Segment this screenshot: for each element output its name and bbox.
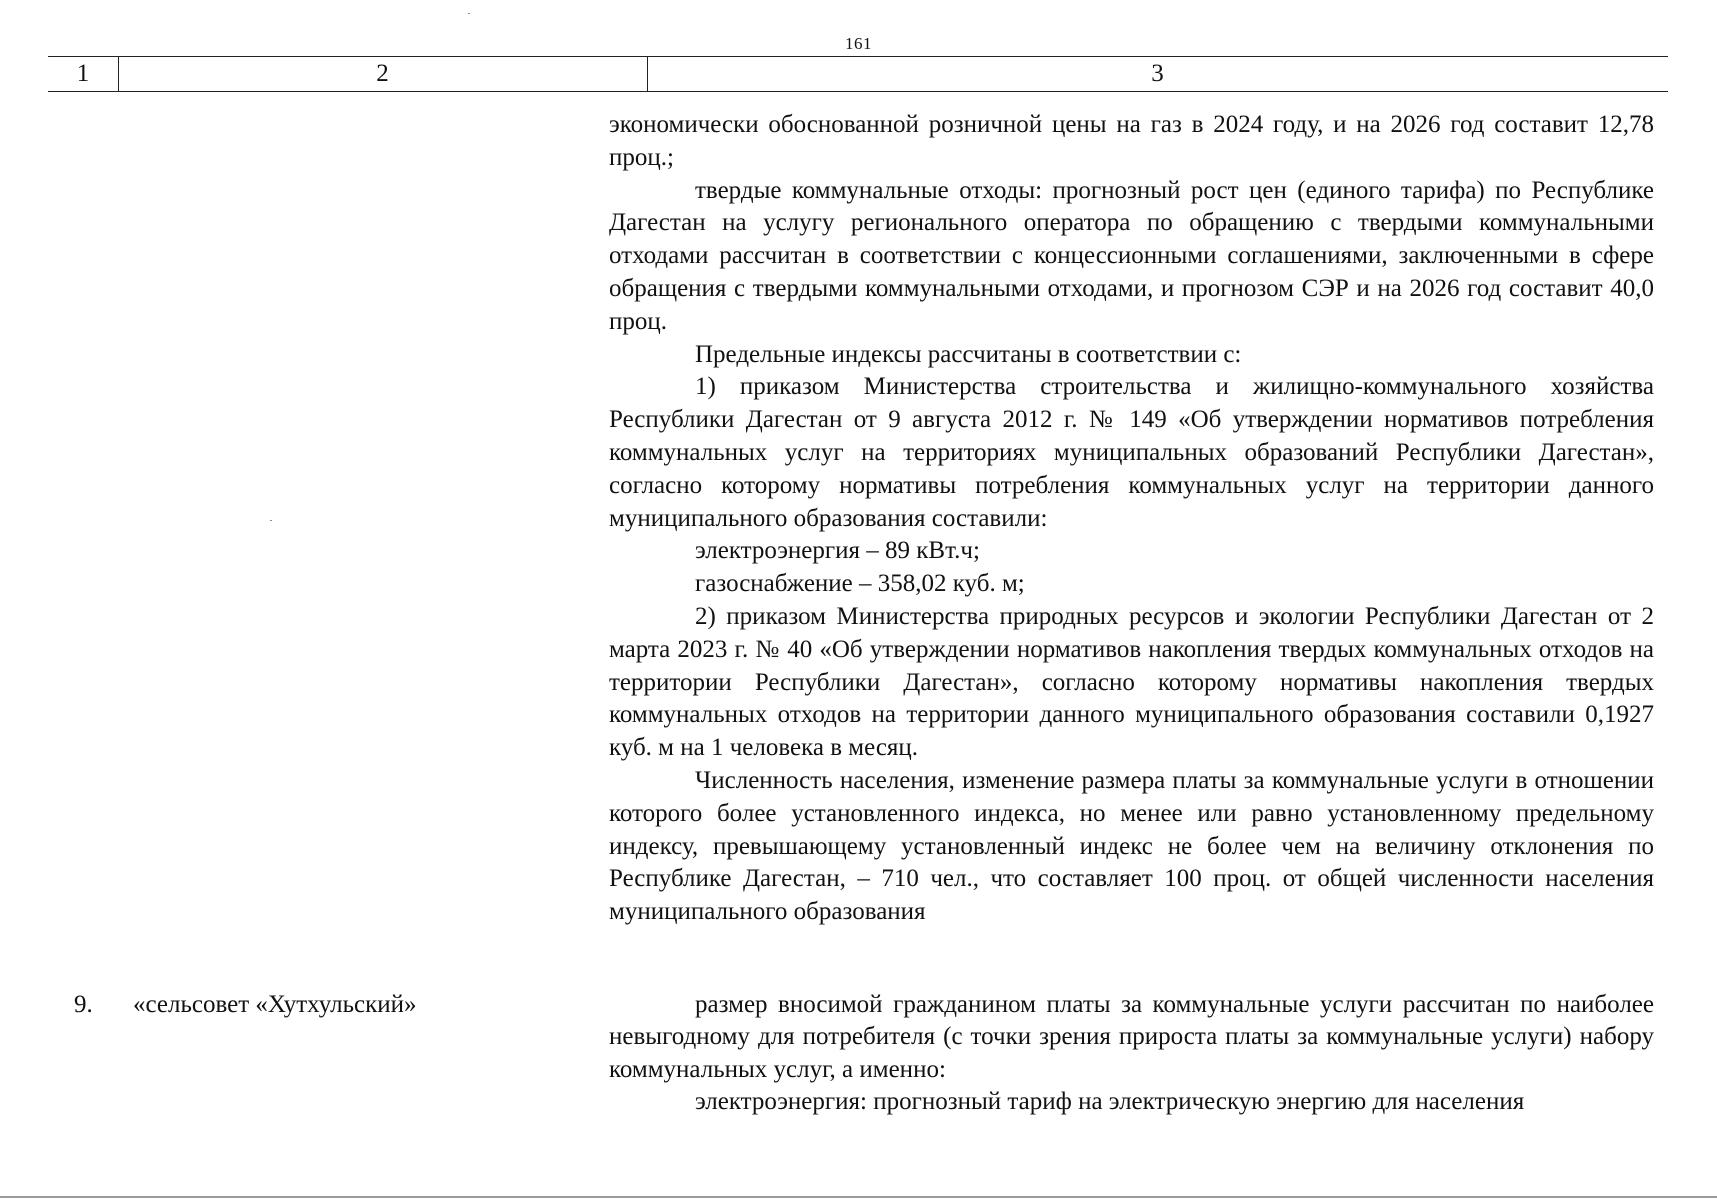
paragraph: твердые коммунальные отходы: прогнозный рост цен (единого тарифа) по Республике Дагестан на услугу регионального оператора по обращению с твердыми коммунальными отходами рассчитан в соответствии с концессионными соглашениями, заключенными в сфере обращения с твердыми коммунальными отходами, и прогнозом СЭР и на 2026 год составит 40,0 проц. <box>609 176 1654 335</box>
column-header-3: 3 <box>1151 60 1164 87</box>
page-number: 161 <box>845 34 872 53</box>
paragraph: Численность населения, изменение размера платы за коммунальные услуги в отношении которого более установленного индекса, но менее или равно установленному предельному индексу, превышающему установленный индекс не более чем на величину отклонения по Республике Дагестан, – 710 чел., что составляет 100 проц. от общей численности населения муниципального образования <box>609 766 1654 926</box>
paragraph: газоснабжение – 358,02 куб. м; <box>695 570 1025 598</box>
scan-speck <box>270 520 272 521</box>
row-9-text <box>609 989 1654 1119</box>
municipality-name: «сельсовет «Хутхульский» <box>133 991 417 1018</box>
paragraph: размер вносимой гражданином платы за коммунальные услуги рассчитан по наиболее невыгодному для потребителя (с точки зрения прироста платы за коммунальные услуги) набору коммунальных услуг, а именно: <box>609 991 1654 1083</box>
continued-row-text <box>609 109 1654 929</box>
column-header-2: 2 <box>376 60 389 87</box>
row-number: 9. <box>74 991 93 1018</box>
scan-bottom-edge <box>0 1196 1717 1198</box>
paragraph: 1) приказом Министерства строительства и жилищно-коммунального хозяйства Республики Дагестан от 9 августа 2012 г. № 149 «Об утверждении нормативов потребления коммунальных услуг на территориях муниципальных образований Республики Дагестан», согласно которому нормативы потребления коммунальных услуг на территории данного муниципального образования составили: <box>609 373 1654 532</box>
column-header-1: 1 <box>76 60 90 87</box>
paragraph: 2) приказом Министерства природных ресурсов и экологии Республики Дагестан от 2 марта 2023 г. № 40 «Об утверждении нормативов накопления твердых коммунальных отходов на территории Республики Дагестан», согласно которому нормативы накопления твердых коммунальных отходов на территории данного муниципального образования составили 0,1927 куб. м на 1 человека в месяц. <box>609 602 1654 762</box>
paragraph: Предельные индексы рассчитаны в соответствии с: <box>695 340 1242 368</box>
paragraph: электроэнергия – 89 кВт.ч; <box>695 537 980 565</box>
paragraph: экономически обоснованной розничной цены на газ в 2024 году, и на 2026 год составит 12,78 проц.; <box>609 111 1654 171</box>
table-header-row <box>48 56 1668 92</box>
paragraph: электроэнергия: прогнозный тариф на электрическую энергию для населения <box>695 1088 1525 1116</box>
scan-speck <box>468 13 470 14</box>
